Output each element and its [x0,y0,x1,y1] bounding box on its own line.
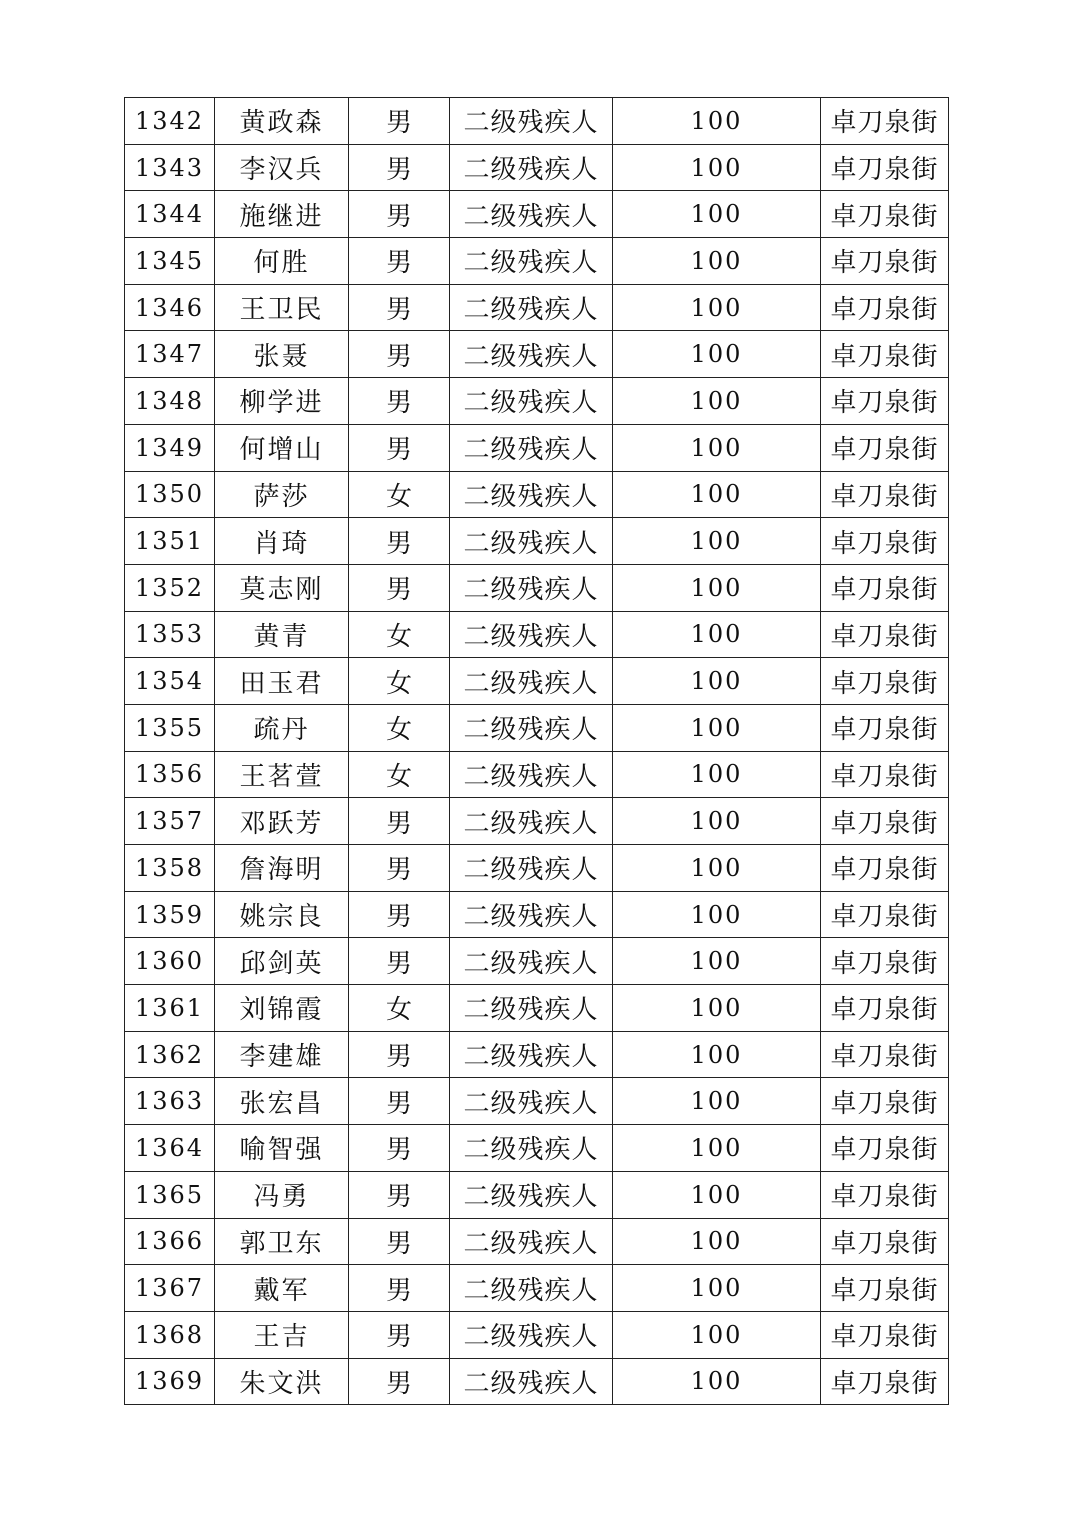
row-id-cell: 1348 [125,378,215,425]
street-cell: 卓刀泉街 [821,1171,949,1218]
street-cell: 卓刀泉街 [821,331,949,378]
table-row [125,845,949,892]
row-id-cell: 1365 [125,1171,215,1218]
table-row [125,1078,949,1125]
gender-cell: 男 [349,378,450,425]
amount-cell: 100 [613,1311,821,1358]
street-cell: 卓刀泉街 [821,98,949,145]
disability-level-cell: 二级残疾人 [450,1078,613,1125]
name-cell: 施继进 [215,191,349,238]
disability-level-cell: 二级残疾人 [450,891,613,938]
table-row [125,658,949,705]
row-id-cell: 1346 [125,284,215,331]
gender-cell: 男 [349,1358,450,1405]
street-cell: 卓刀泉街 [821,564,949,611]
table-row [125,144,949,191]
street-cell: 卓刀泉街 [821,1311,949,1358]
table-row [125,1171,949,1218]
gender-cell: 男 [349,1218,450,1265]
gender-cell: 女 [349,471,450,518]
disability-level-cell: 二级残疾人 [450,1265,613,1312]
table-row [125,891,949,938]
disability-level-cell: 二级残疾人 [450,98,613,145]
amount-cell: 100 [613,98,821,145]
name-cell: 何胜 [215,238,349,285]
gender-cell: 男 [349,1078,450,1125]
row-id-cell: 1364 [125,1125,215,1172]
street-cell: 卓刀泉街 [821,378,949,425]
row-id-cell: 1345 [125,238,215,285]
gender-cell: 女 [349,704,450,751]
disability-level-cell: 二级残疾人 [450,1171,613,1218]
amount-cell: 100 [613,891,821,938]
gender-cell: 男 [349,98,450,145]
name-cell: 黄青 [215,611,349,658]
street-cell: 卓刀泉街 [821,471,949,518]
row-id-cell: 1366 [125,1218,215,1265]
disability-level-cell: 二级残疾人 [450,284,613,331]
street-cell: 卓刀泉街 [821,1218,949,1265]
row-id-cell: 1342 [125,98,215,145]
name-cell: 王吉 [215,1311,349,1358]
gender-cell: 女 [349,985,450,1032]
gender-cell: 男 [349,284,450,331]
amount-cell: 100 [613,1265,821,1312]
disability-level-cell: 二级残疾人 [450,1358,613,1405]
row-id-cell: 1344 [125,191,215,238]
name-cell: 疏丹 [215,704,349,751]
disability-level-cell: 二级残疾人 [450,1031,613,1078]
table-row [125,798,949,845]
gender-cell: 女 [349,658,450,705]
amount-cell: 100 [613,798,821,845]
name-cell: 黄政森 [215,98,349,145]
gender-cell: 男 [349,798,450,845]
row-id-cell: 1359 [125,891,215,938]
row-id-cell: 1357 [125,798,215,845]
name-cell: 邓跃芳 [215,798,349,845]
name-cell: 姚宗良 [215,891,349,938]
table-row [125,1031,949,1078]
amount-cell: 100 [613,1171,821,1218]
amount-cell: 100 [613,238,821,285]
row-id-cell: 1353 [125,611,215,658]
gender-cell: 男 [349,191,450,238]
table-row [125,98,949,145]
name-cell: 王卫民 [215,284,349,331]
table-row [125,1218,949,1265]
name-cell: 何增山 [215,424,349,471]
amount-cell: 100 [613,518,821,565]
name-cell: 喻智强 [215,1125,349,1172]
street-cell: 卓刀泉街 [821,1358,949,1405]
name-cell: 肖琦 [215,518,349,565]
table-row [125,938,949,985]
name-cell: 郭卫东 [215,1218,349,1265]
table-row [125,424,949,471]
table-row [125,1311,949,1358]
disability-level-cell: 二级残疾人 [450,564,613,611]
row-id-cell: 1343 [125,144,215,191]
gender-cell: 男 [349,424,450,471]
disability-level-cell: 二级残疾人 [450,611,613,658]
table-row [125,1125,949,1172]
amount-cell: 100 [613,985,821,1032]
row-id-cell: 1354 [125,658,215,705]
street-cell: 卓刀泉街 [821,424,949,471]
table-body [125,98,949,1405]
gender-cell: 男 [349,938,450,985]
gender-cell: 男 [349,564,450,611]
disability-level-cell: 二级残疾人 [450,1125,613,1172]
disability-level-cell: 二级残疾人 [450,751,613,798]
amount-cell: 100 [613,284,821,331]
amount-cell: 100 [613,424,821,471]
gender-cell: 男 [349,1311,450,1358]
amount-cell: 100 [613,378,821,425]
street-cell: 卓刀泉街 [821,191,949,238]
disability-level-cell: 二级残疾人 [450,238,613,285]
street-cell: 卓刀泉街 [821,1265,949,1312]
row-id-cell: 1350 [125,471,215,518]
disability-level-cell: 二级残疾人 [450,378,613,425]
street-cell: 卓刀泉街 [821,704,949,751]
street-cell: 卓刀泉街 [821,284,949,331]
recipient-table [124,97,949,1405]
name-cell: 柳学进 [215,378,349,425]
table-row [125,985,949,1032]
name-cell: 李汉兵 [215,144,349,191]
name-cell: 萨莎 [215,471,349,518]
gender-cell: 男 [349,1265,450,1312]
disability-level-cell: 二级残疾人 [450,331,613,378]
disability-level-cell: 二级残疾人 [450,798,613,845]
street-cell: 卓刀泉街 [821,1031,949,1078]
amount-cell: 100 [613,1031,821,1078]
street-cell: 卓刀泉街 [821,985,949,1032]
name-cell: 张宏昌 [215,1078,349,1125]
amount-cell: 100 [613,751,821,798]
street-cell: 卓刀泉街 [821,845,949,892]
disability-level-cell: 二级残疾人 [450,845,613,892]
table-row [125,378,949,425]
amount-cell: 100 [613,564,821,611]
table-row [125,1358,949,1405]
name-cell: 李建雄 [215,1031,349,1078]
amount-cell: 100 [613,938,821,985]
row-id-cell: 1349 [125,424,215,471]
row-id-cell: 1360 [125,938,215,985]
disability-level-cell: 二级残疾人 [450,658,613,705]
disability-level-cell: 二级残疾人 [450,704,613,751]
table-row [125,191,949,238]
gender-cell: 男 [349,1031,450,1078]
table-row [125,1265,949,1312]
disability-level-cell: 二级残疾人 [450,938,613,985]
gender-cell: 男 [349,144,450,191]
disability-level-cell: 二级残疾人 [450,1218,613,1265]
name-cell: 田玉君 [215,658,349,705]
name-cell: 莫志刚 [215,564,349,611]
row-id-cell: 1356 [125,751,215,798]
table-row [125,518,949,565]
table-row [125,704,949,751]
row-id-cell: 1351 [125,518,215,565]
amount-cell: 100 [613,704,821,751]
street-cell: 卓刀泉街 [821,938,949,985]
table-row [125,564,949,611]
street-cell: 卓刀泉街 [821,1125,949,1172]
gender-cell: 男 [349,331,450,378]
table-row [125,284,949,331]
row-id-cell: 1358 [125,845,215,892]
amount-cell: 100 [613,845,821,892]
gender-cell: 男 [349,1171,450,1218]
name-cell: 冯勇 [215,1171,349,1218]
disability-level-cell: 二级残疾人 [450,144,613,191]
gender-cell: 男 [349,518,450,565]
disability-level-cell: 二级残疾人 [450,191,613,238]
amount-cell: 100 [613,191,821,238]
row-id-cell: 1369 [125,1358,215,1405]
gender-cell: 男 [349,238,450,285]
street-cell: 卓刀泉街 [821,611,949,658]
street-cell: 卓刀泉街 [821,144,949,191]
table-row [125,238,949,285]
row-id-cell: 1362 [125,1031,215,1078]
street-cell: 卓刀泉街 [821,518,949,565]
amount-cell: 100 [613,1125,821,1172]
table-row [125,331,949,378]
name-cell: 邱剑英 [215,938,349,985]
row-id-cell: 1368 [125,1311,215,1358]
gender-cell: 女 [349,751,450,798]
table-row [125,471,949,518]
street-cell: 卓刀泉街 [821,1078,949,1125]
row-id-cell: 1355 [125,704,215,751]
name-cell: 王茗萱 [215,751,349,798]
document-page [124,97,948,1405]
amount-cell: 100 [613,611,821,658]
disability-level-cell: 二级残疾人 [450,424,613,471]
street-cell: 卓刀泉街 [821,891,949,938]
amount-cell: 100 [613,658,821,705]
amount-cell: 100 [613,1078,821,1125]
gender-cell: 男 [349,1125,450,1172]
row-id-cell: 1363 [125,1078,215,1125]
row-id-cell: 1367 [125,1265,215,1312]
street-cell: 卓刀泉街 [821,798,949,845]
name-cell: 戴军 [215,1265,349,1312]
amount-cell: 100 [613,1218,821,1265]
street-cell: 卓刀泉街 [821,751,949,798]
row-id-cell: 1361 [125,985,215,1032]
name-cell: 张聂 [215,331,349,378]
row-id-cell: 1347 [125,331,215,378]
name-cell: 刘锦霞 [215,985,349,1032]
amount-cell: 100 [613,331,821,378]
name-cell: 朱文洪 [215,1358,349,1405]
disability-level-cell: 二级残疾人 [450,518,613,565]
table-row [125,751,949,798]
disability-level-cell: 二级残疾人 [450,471,613,518]
gender-cell: 男 [349,845,450,892]
amount-cell: 100 [613,1358,821,1405]
gender-cell: 女 [349,611,450,658]
street-cell: 卓刀泉街 [821,658,949,705]
disability-level-cell: 二级残疾人 [450,1311,613,1358]
row-id-cell: 1352 [125,564,215,611]
street-cell: 卓刀泉街 [821,238,949,285]
gender-cell: 男 [349,891,450,938]
table-row [125,611,949,658]
name-cell: 詹海明 [215,845,349,892]
amount-cell: 100 [613,144,821,191]
amount-cell: 100 [613,471,821,518]
disability-level-cell: 二级残疾人 [450,985,613,1032]
